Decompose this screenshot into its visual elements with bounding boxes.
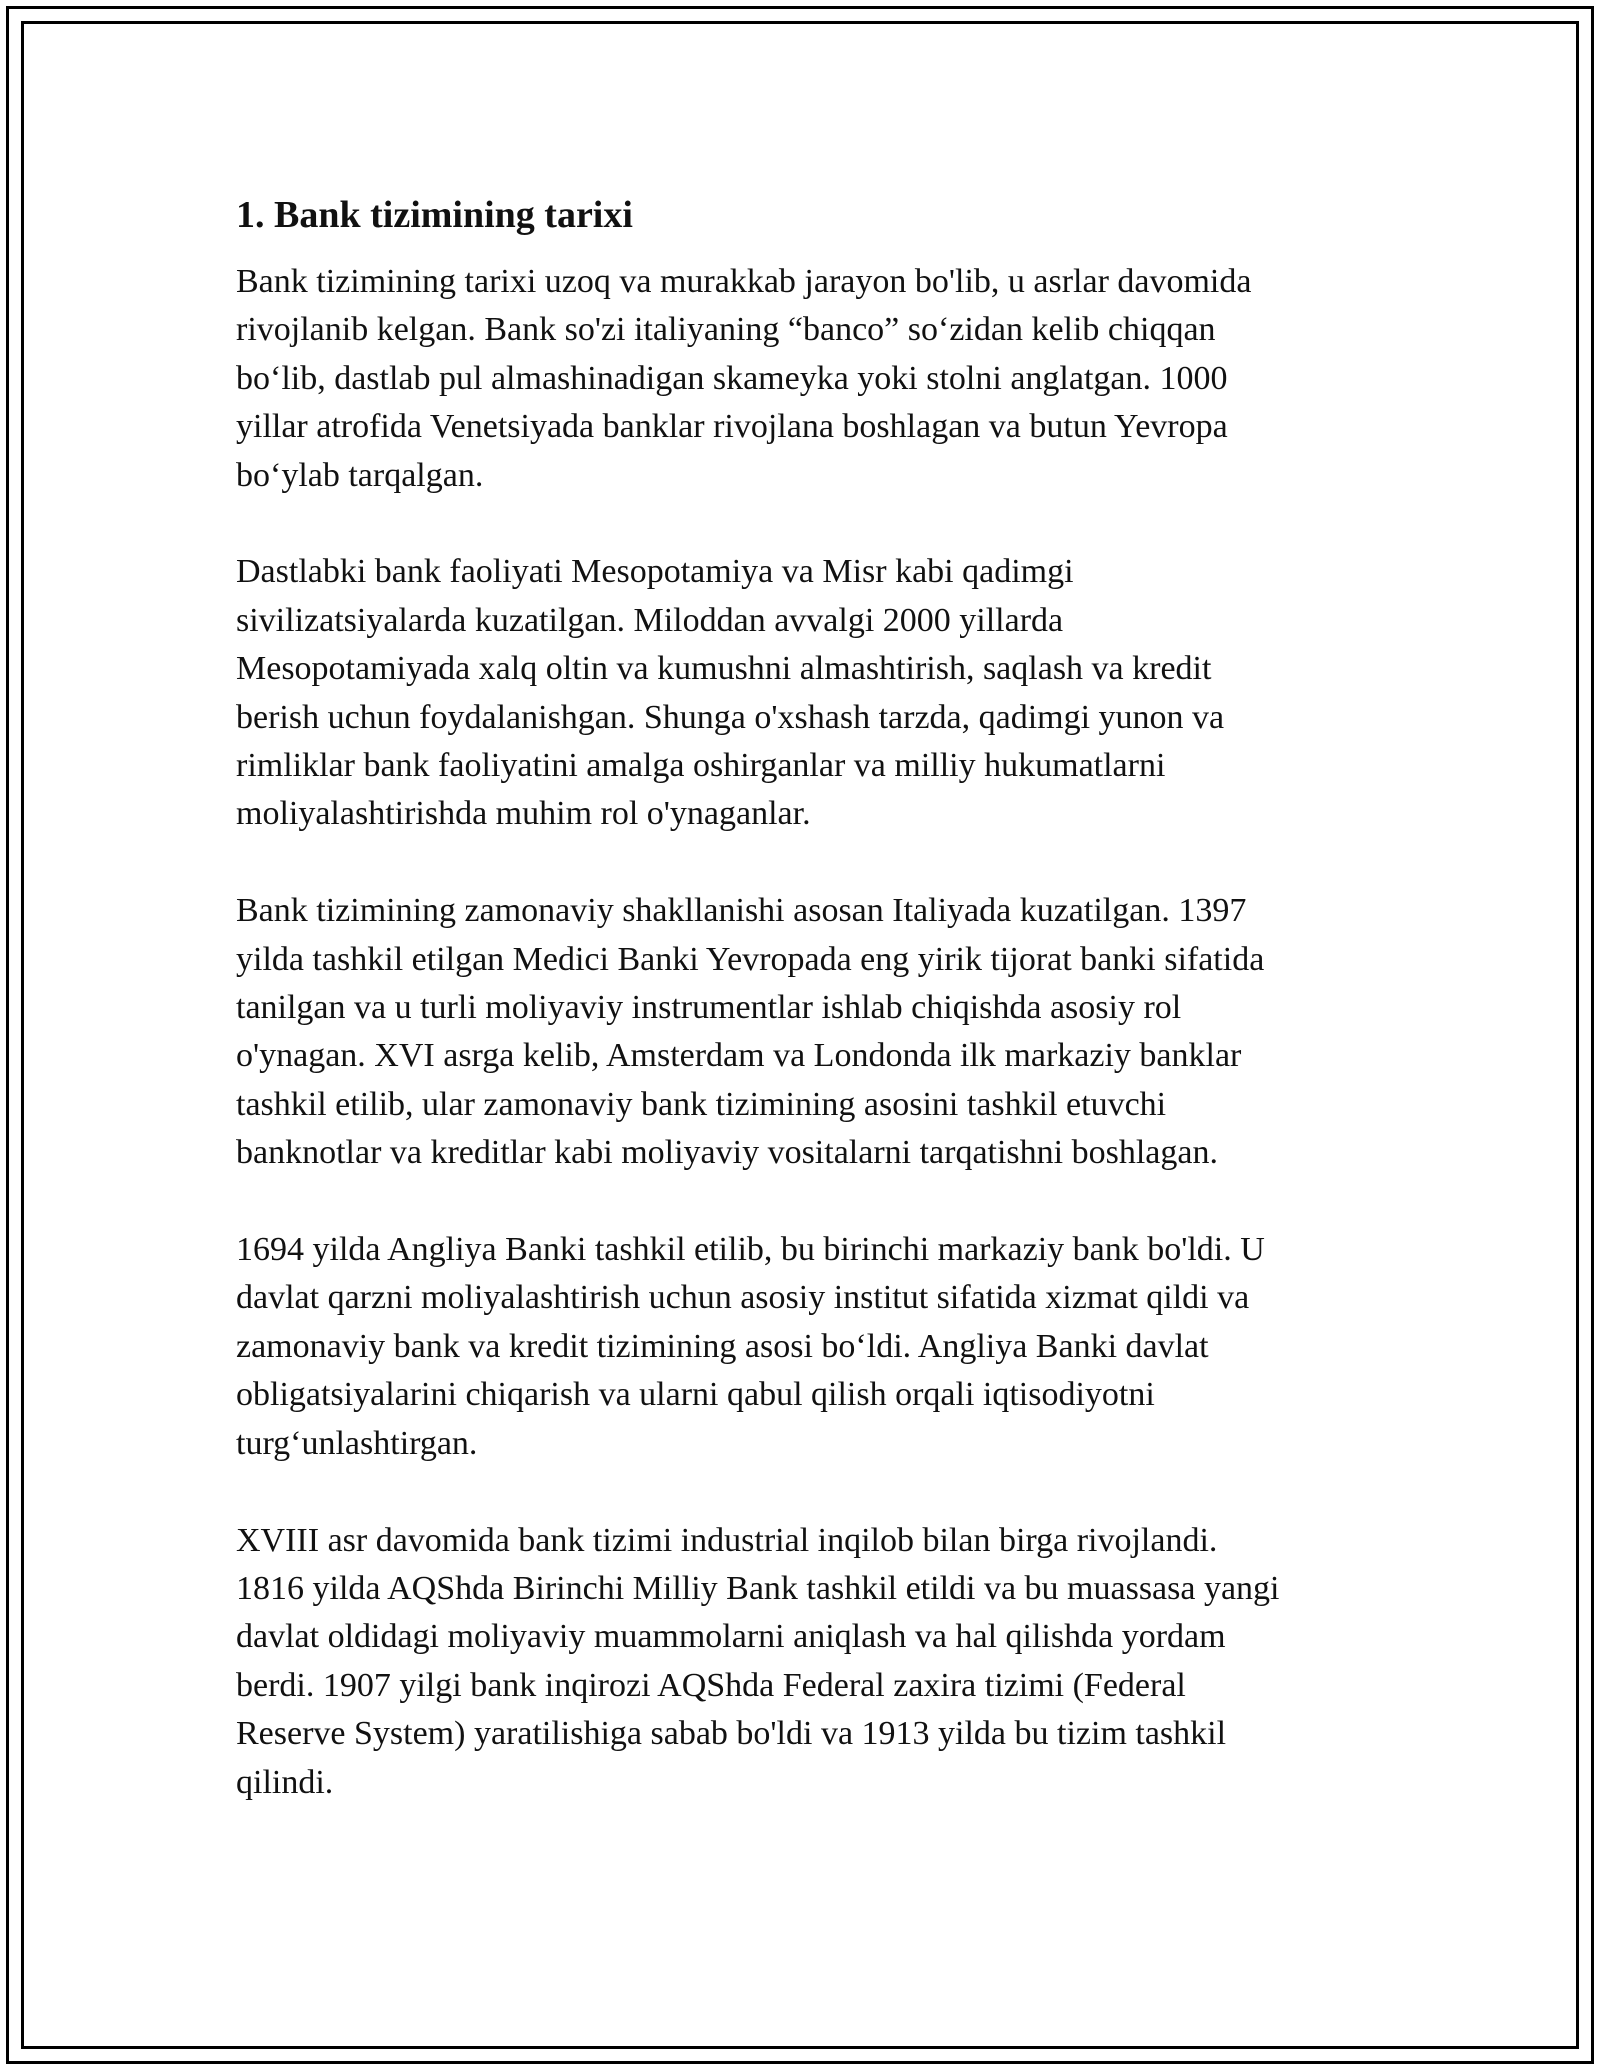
text-line: XVIII asr davomida bank tizimi industrial inqilob bilan birga rivojlandi. <box>236 1521 1218 1559</box>
text-line: berish uchun foydalanishgan. Shunga o'xshash tarzda, qadimgi yunon va <box>236 698 1225 736</box>
text-line: banknotlar va kreditlar kabi moliyaviy vositalarni tarqatishni boshlagan. <box>236 1134 1218 1172</box>
text-line: bo‘lib, dastlab pul almashinadigan skameyka yoki stolni anglatgan. 1000 <box>236 359 1228 397</box>
text-line: davlat qarzni moliyalashtirish uchun asosiy institut sifatida xizmat qildi va <box>236 1279 1250 1317</box>
text-line: Mesopotamiyada xalq oltin va kumushni almashtirish, saqlash va kredit <box>236 650 1212 688</box>
text-line: sivilizatsiyalarda kuzatilgan. Miloddan avvalgi 2000 yillarda <box>236 601 1064 639</box>
text-line: rivojlanib kelgan. Bank so'zi italiyaning “banco” so‘zidan kelib chiqqan <box>236 311 1216 349</box>
text-line: yilda tashkil etilgan Medici Banki Yevropada eng yirik tijorat banki sifatida <box>236 940 1265 978</box>
paragraph-4 <box>236 1226 1386 1468</box>
paragraph-5 <box>236 1517 1386 1807</box>
text-line: 1816 yilda AQShda Birinchi Milliy Bank tashkil etildi va bu muassasa yangi <box>236 1569 1280 1607</box>
paragraph-3 <box>236 887 1386 1177</box>
text-line: moliyalashtirishda muhim rol o'ynaganlar. <box>236 795 811 833</box>
text-line: o'ynagan. XVI asrga kelib, Amsterdam va Londonda ilk markaziy banklar <box>236 1037 1242 1075</box>
text-line: Reserve System) yaratilishiga sabab bo'ldi va 1913 yilda bu tizim tashkil <box>236 1715 1227 1753</box>
text-line: qilindi. <box>236 1763 334 1801</box>
text-line: obligatsiyalarini chiqarish va ularni qabul qilish orqali iqtisodiyotni <box>236 1376 1155 1414</box>
text-line: Bank tizimining zamonaviy shakllanishi asosan Italiyada kuzatilgan. 1397 <box>236 892 1247 930</box>
paragraph-2 <box>236 548 1386 838</box>
text-line: zamonaviy bank va kredit tizimining asosi bo‘ldi. Angliya Banki davlat <box>236 1327 1209 1365</box>
text-line: Dastlabki bank faoliyati Mesopotamiya va Misr kabi qadimgi <box>236 553 1074 591</box>
text-line: berdi. 1907 yilgi bank inqirozi AQShda Federal zaxira tizimi (Federal <box>236 1666 1186 1704</box>
text-line: rimliklar bank faoliyatini amalga oshirganlar va milliy hukumatlarni <box>236 747 1166 785</box>
text-line: tashkil etilib, ular zamonaviy bank tizimining asosini tashkil etuvchi <box>236 1085 1167 1123</box>
text-line: yillar atrofida Venetsiyada banklar rivojlana boshlagan va butun Yevropa <box>236 408 1228 446</box>
text-line: 1694 yilda Angliya Banki tashkil etilib, bu birinchi markaziy bank bo'ldi. U <box>236 1231 1265 1269</box>
text-line: Bank tizimining tarixi uzoq va murakkab jarayon bo'lib, u asrlar davomida <box>236 263 1252 300</box>
text-line: turg‘unlashtirgan. <box>236 1424 478 1462</box>
paragraph-1 <box>236 258 1386 500</box>
text-line: bo‘ylab tarqalgan. <box>236 456 484 494</box>
text-line: davlat oldidagi moliyaviy muammolarni aniqlash va hal qilishda yordam <box>236 1618 1226 1656</box>
section-heading: 1. Bank tizimining tarixi <box>236 194 633 236</box>
text-line: tanilgan va u turli moliyaviy instrumentlar ishlab chiqishda asosiy rol <box>236 989 1182 1027</box>
document-body <box>236 186 1386 1855</box>
